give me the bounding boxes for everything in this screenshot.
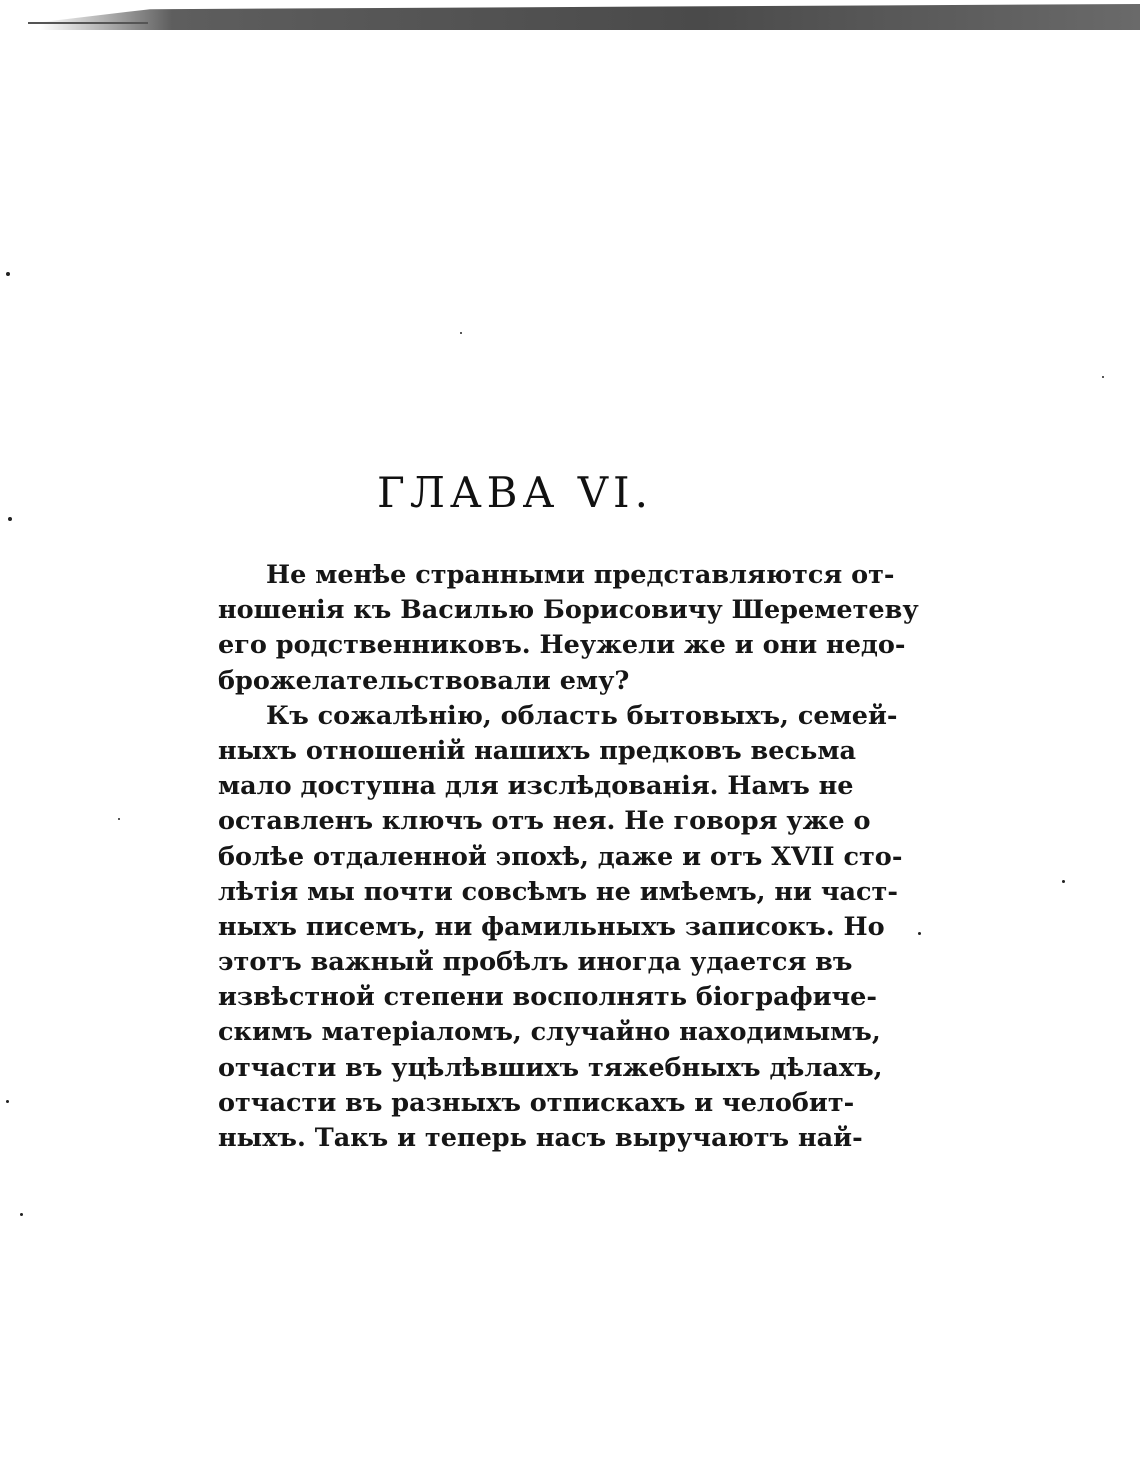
text-line: ныхъ. Такъ и теперь насъ выручаютъ най- bbox=[218, 1123, 863, 1153]
scan-edge-line bbox=[28, 22, 148, 24]
scan-speck bbox=[6, 1100, 9, 1103]
text-line: извѣстной степени восполнять біографиче- bbox=[218, 982, 877, 1013]
text-line: ныхъ отношеній нашихъ предковъ весьма bbox=[218, 735, 857, 766]
text-line: ношенія къ Василью Борисовичу Шереметеву bbox=[218, 595, 919, 626]
text-line: болѣе отдаленной эпохѣ, даже и отъ XVII сто- bbox=[218, 841, 903, 872]
body-text bbox=[218, 558, 919, 1156]
scan-speck bbox=[1102, 376, 1104, 378]
scan-speck bbox=[118, 818, 120, 820]
scan-speck bbox=[460, 332, 462, 334]
scan-speck bbox=[8, 517, 12, 521]
text-line: отчасти въ разныхъ отпискахъ и челобит- bbox=[218, 1087, 855, 1118]
chapter-title: ГЛАВА VI. bbox=[377, 468, 653, 517]
scan-edge-shadow bbox=[40, 4, 1140, 30]
scan-speck bbox=[6, 272, 10, 276]
scan-speck bbox=[20, 1213, 23, 1216]
text-line: мало доступна для изслѣдованія. Намъ не bbox=[218, 771, 854, 802]
text-line: его родственниковъ. Неужели же и они недо- bbox=[218, 630, 906, 661]
text-line: Къ сожалѣнію, область бытовыхъ, семей- bbox=[266, 700, 898, 731]
text-line: Не менѣе странными представляются от- bbox=[266, 560, 895, 590]
text-line: скимъ матеріаломъ, случайно находимымъ, bbox=[218, 1017, 881, 1048]
text-line: оставленъ ключъ отъ нея. Не говоря уже о bbox=[218, 806, 871, 837]
text-line: лѣтія мы почти совсѣмъ не имѣемъ, ни част- bbox=[218, 876, 898, 907]
scan-speck bbox=[1062, 880, 1065, 883]
text-line: этотъ важный пробѣлъ иногда удается въ bbox=[218, 947, 853, 978]
text-line: брожелательствовали ему? bbox=[218, 665, 630, 696]
scan-speck bbox=[918, 932, 921, 935]
text-line: ныхъ писемъ, ни фамильныхъ записокъ. Но bbox=[218, 911, 885, 942]
text-line: отчасти въ уцѣлѣвшихъ тяжебныхъ дѣлахъ, bbox=[218, 1052, 883, 1083]
